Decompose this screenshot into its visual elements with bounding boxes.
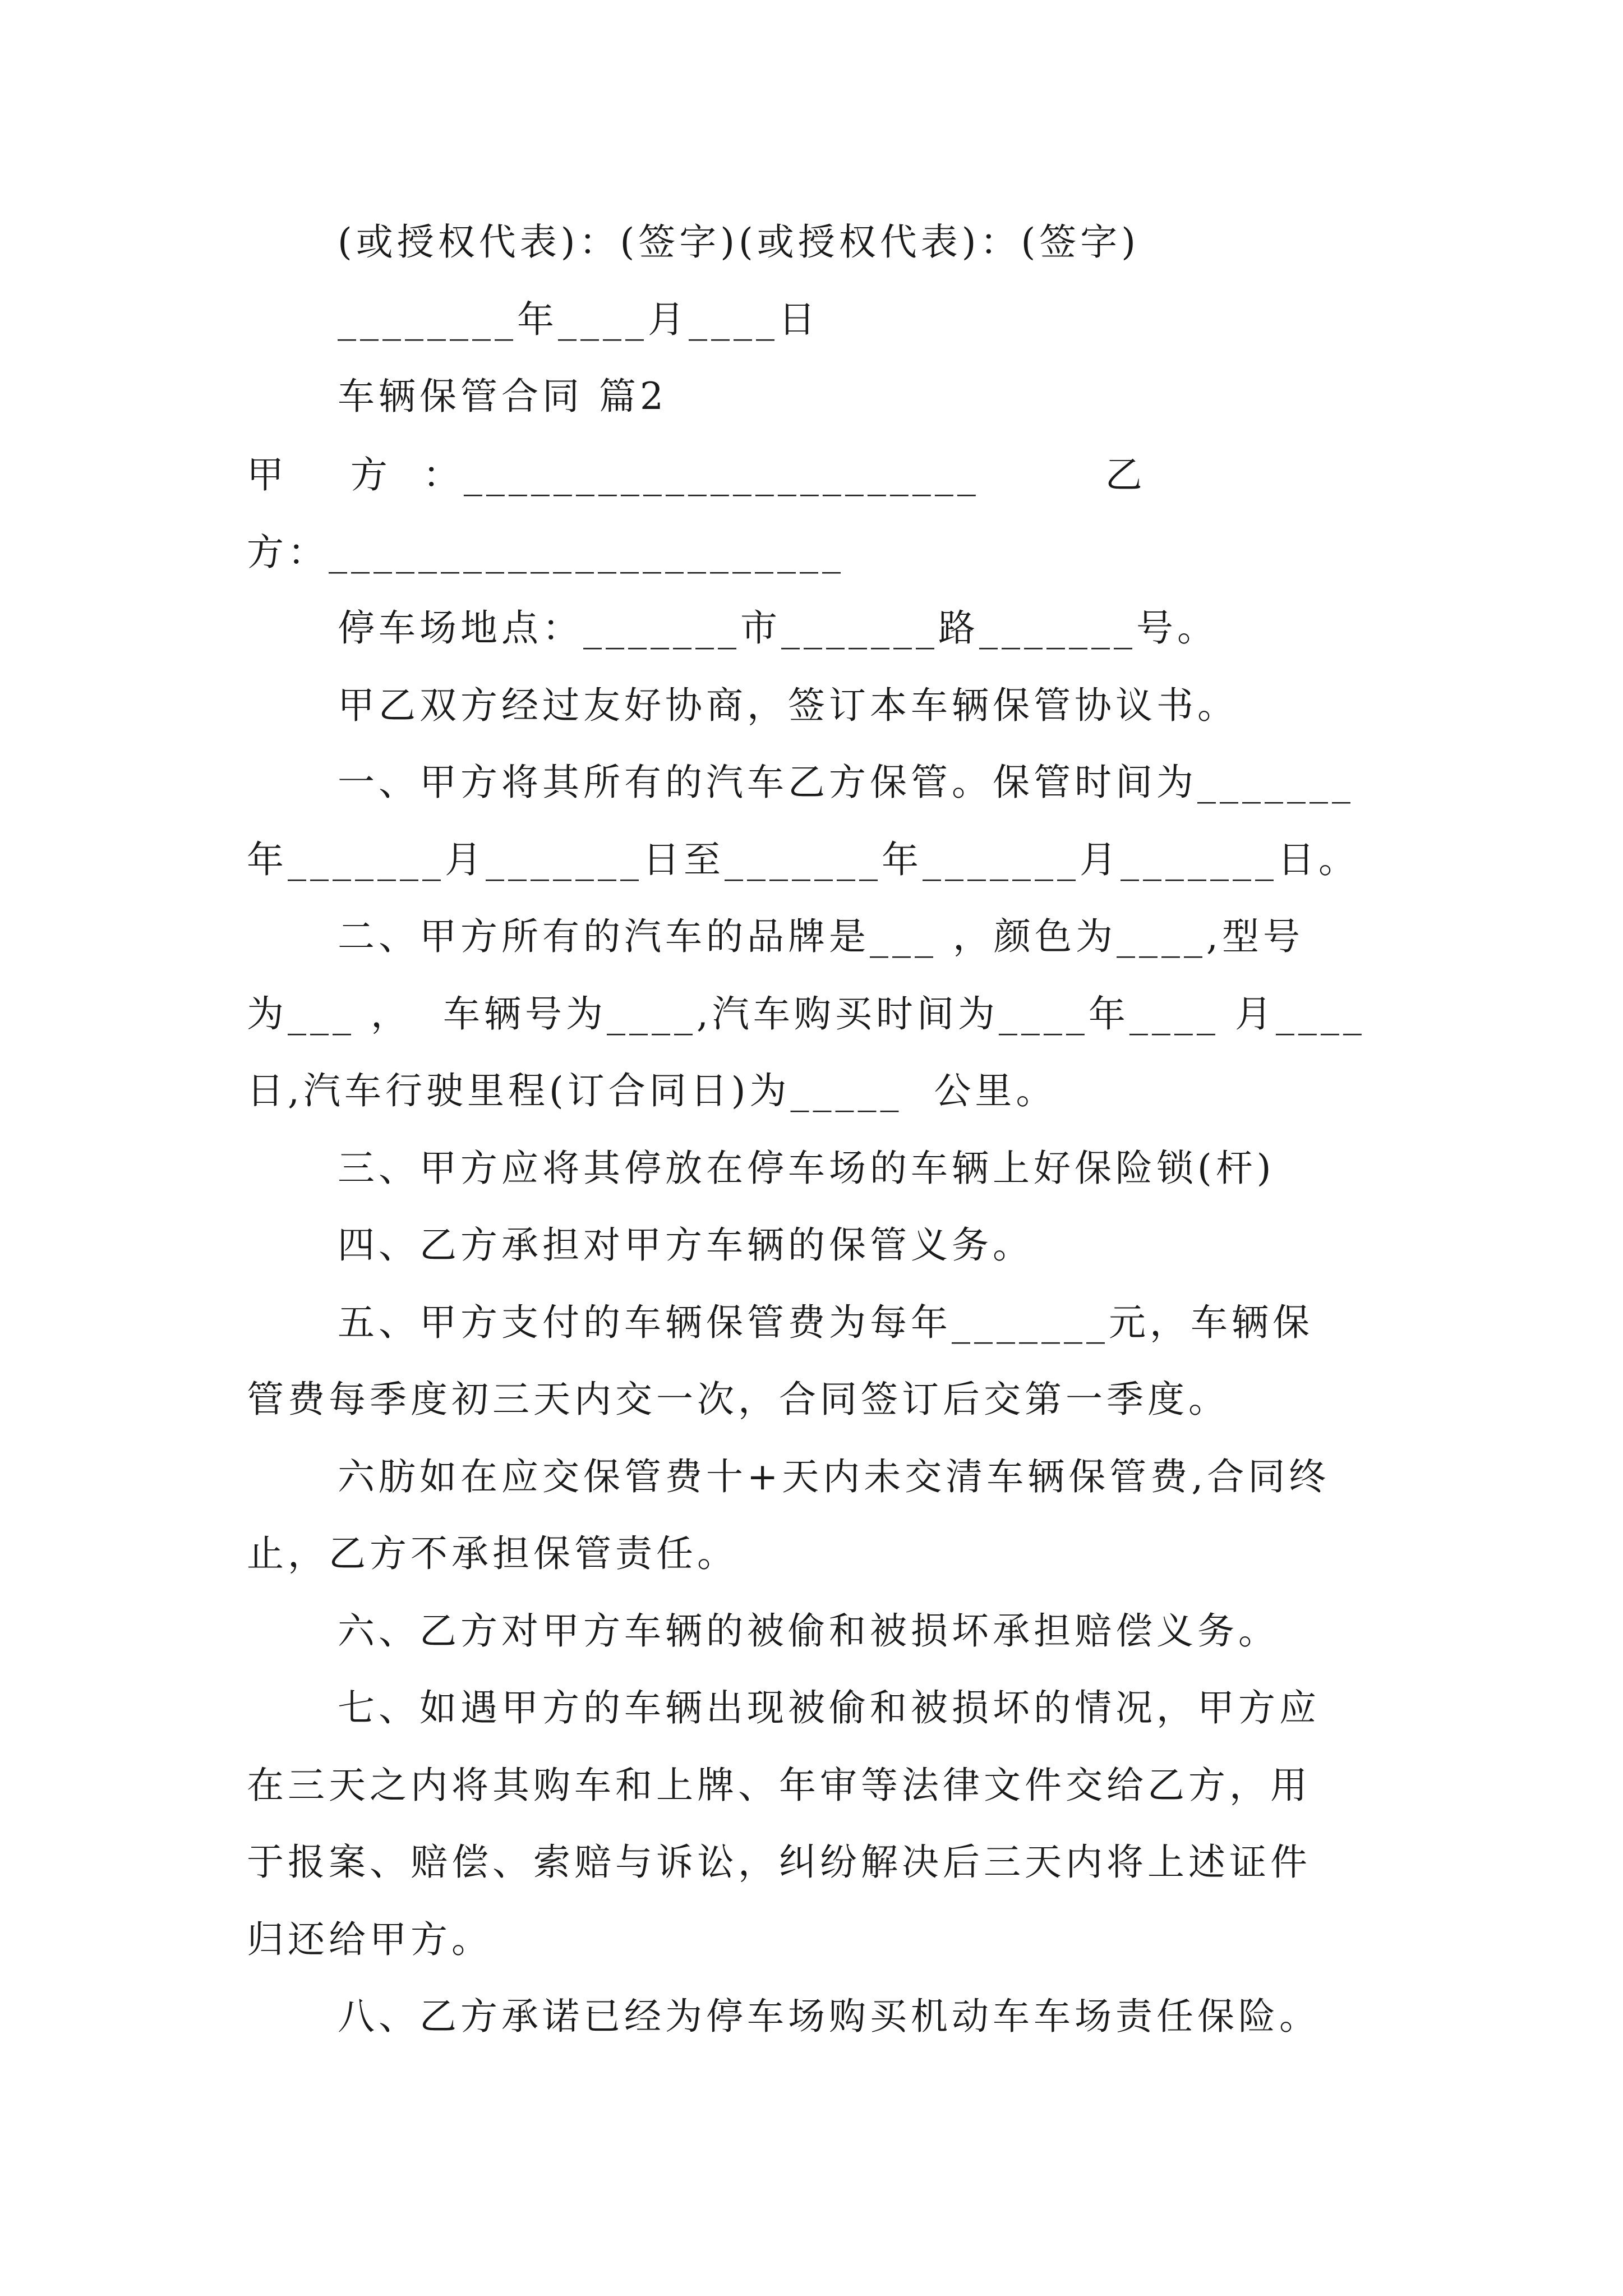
party-b-line: 方：_______________________ <box>247 531 845 574</box>
clause-1-line-1: 一、甲方将其所有的汽车乙方保管。保管时间为_______ <box>338 761 1354 804</box>
clause-7-line-2: 在三天之内将其购车和上牌、年审等法律文件交给乙方，用 <box>247 1764 1311 1807</box>
clause-7-line-1: 七、如遇甲方的车辆出现被偷和被损坏的情况，甲方应 <box>338 1686 1320 1729</box>
date-line: ________年____月____日 <box>338 298 819 341</box>
clause-4: 四、乙方承担对甲方车辆的保管义务。 <box>338 1223 1034 1267</box>
parking-location-line: 停车场地点：_______市_______路_______号。 <box>338 606 1218 650</box>
clause-2-line-2: 为___ ， 车辆号为____,汽车购买时间为____年____ 月____ <box>247 992 1366 1036</box>
party-a-line: 甲 方 ：_______________________ 乙 <box>247 453 1146 496</box>
contract-heading: 车辆保管合同 篇2 <box>338 375 667 418</box>
clause-5-line-2: 管费每季度初三天内交一次，合同签订后交第一季度。 <box>247 1378 1229 1421</box>
intro-paragraph: 甲乙双方经过友好协商，签订本车辆保管协议书。 <box>338 684 1238 727</box>
clause-5-line-1: 五、甲方支付的车辆保管费为每年_______元，车辆保 <box>338 1301 1313 1344</box>
clause-2-line-3: 日,汽车行驶里程(订合同日)为_____ 公里。 <box>247 1069 1057 1112</box>
clause-6x-line-1: 六肪如在应交保管费十+天内未交清车辆保管费,合同终 <box>338 1455 1330 1498</box>
clause-6: 六、乙方对甲方车辆的被偷和被损坏承担赔偿义务。 <box>338 1609 1279 1653</box>
clause-3: 三、甲方应将其停放在停车场的车辆上好保险锁(杆) <box>338 1147 1275 1190</box>
clause-8: 八、乙方承诺已经为停车场购买机动车车场责任保险。 <box>338 1995 1320 2038</box>
clause-7-line-4: 归还给甲方。 <box>247 1918 492 1961</box>
clause-2-line-1: 二、甲方所有的汽车的品牌是___ ，颜色为____,型号 <box>338 915 1304 958</box>
clause-6x-line-2: 止，乙方不承担保管责任。 <box>247 1532 738 1575</box>
clause-1-line-2: 年_______月_______日至_______年_______月_______日。 <box>247 838 1359 881</box>
signature-line: (或授权代表)：(签字)(或授权代表)：(签字) <box>338 220 1140 264</box>
clause-7-line-3: 于报案、赔偿、索赔与诉讼，纠纷解决后三天内将上述证件 <box>247 1841 1311 1884</box>
